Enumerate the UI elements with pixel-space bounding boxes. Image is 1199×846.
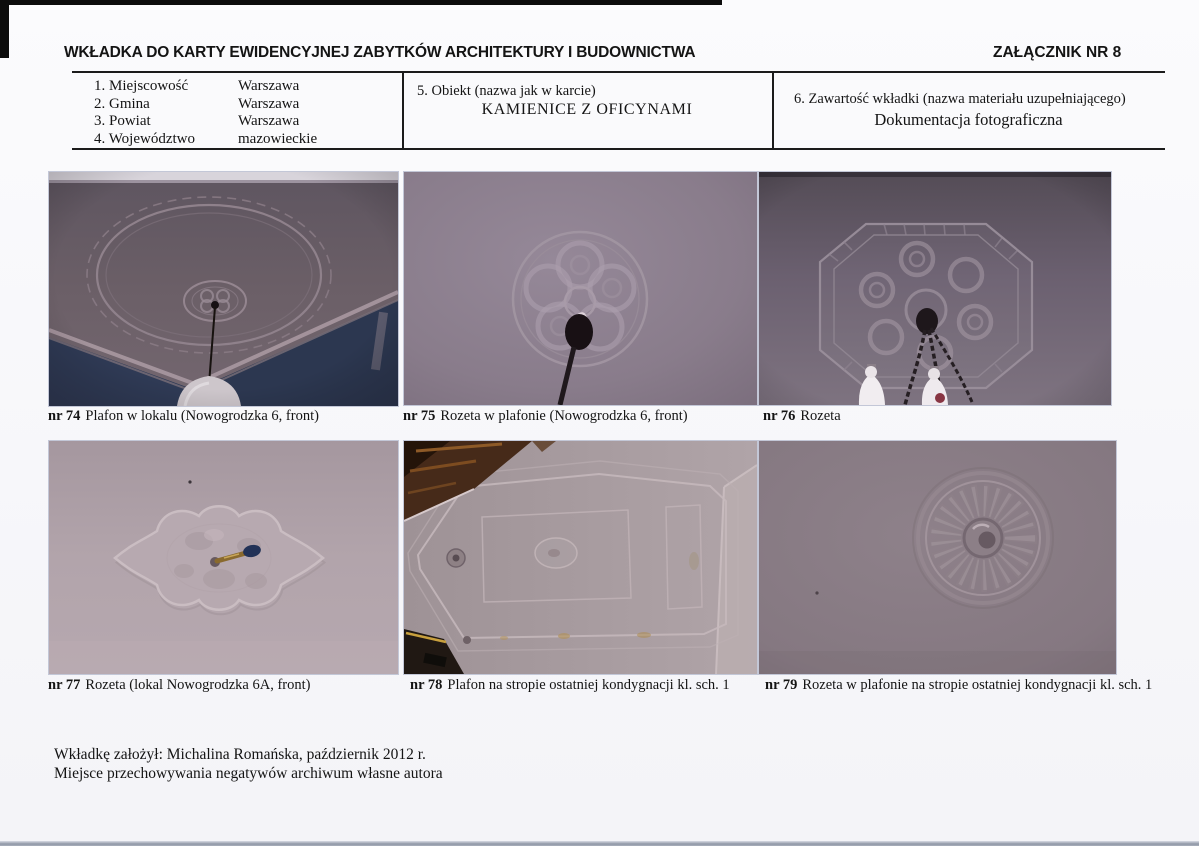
field-label: 1. Miejscowość (94, 78, 189, 94)
photo-caption-text: Rozeta (800, 408, 841, 424)
photo-78-image (404, 441, 757, 674)
photo-77-rozeta-lokal (48, 440, 399, 675)
footer-author-line: Wkładkę założył: Michalina Romańska, październik 2012 r. (54, 746, 426, 763)
content-field-value: Dokumentacja fotograficzna (874, 110, 1063, 129)
photo-78-plafon-na-stropie (403, 440, 758, 675)
photo-number: nr 78 (410, 677, 443, 693)
form-top-rule (72, 71, 1165, 73)
field-label: 2. Gmina (94, 95, 150, 112)
caption-79 (765, 677, 1152, 694)
caption-78 (410, 677, 730, 694)
photo-75-rozeta-w-plafonie (403, 171, 758, 406)
photo-number: nr 74 (48, 408, 81, 424)
object-field-value: KAMIENICE Z OFICYNAMI (481, 101, 693, 118)
photo-77-image (49, 441, 398, 674)
field-label: 3. Powiat (94, 113, 151, 130)
caption-74 (48, 408, 319, 425)
footer-negatives-line: Miejsce przechowywania negatywów archiwum własne autora (54, 765, 443, 782)
photo-74-image (49, 172, 398, 406)
scan-edge-left (0, 0, 9, 58)
content-field-label: 6. Zawartość wkładki (nazwa materiału uzupełniającego) (794, 91, 1126, 107)
photo-caption-text: Rozeta w plafonie na stropie ostatniej kondygnacji kl. sch. 1 (802, 677, 1153, 693)
field-label: 4. Województwo (94, 130, 196, 147)
field-gmina (94, 96, 317, 114)
scan-edge-top (0, 0, 722, 5)
photo-caption-text: Plafon w lokalu (Nowogrodzka 6, front) (85, 408, 319, 424)
caption-76 (763, 408, 841, 425)
photo-79-image (759, 441, 1116, 674)
object-field-label: 5. Obiekt (nazwa jak w karcie) (417, 83, 596, 99)
photo-caption-text: Plafon na stropie ostatniej kondygnacji kl. sch. 1 (447, 677, 730, 693)
field-value: mazowieckie (238, 130, 318, 147)
photo-76-image (759, 172, 1111, 405)
photo-number: nr 75 (403, 408, 436, 424)
photo-number: nr 76 (763, 408, 796, 424)
field-value: Warszawa (238, 113, 300, 130)
photo-caption-text: Rozeta (lokal Nowogrodzka 6A, front) (85, 677, 311, 693)
field-wojewodztwo (94, 131, 317, 149)
location-fields (94, 78, 317, 148)
scan-edge-bottom (0, 841, 1199, 846)
caption-75 (403, 408, 688, 425)
page-title: WKŁADKA DO KARTY EWIDENCYJNEJ ZABYTKÓW ARCHITEKTURY I BUDOWNICTWA (64, 44, 696, 61)
field-miejscowosc (94, 78, 317, 96)
photo-76-rozeta (758, 171, 1112, 406)
field-value: Warszawa (238, 95, 300, 112)
photo-number: nr 77 (48, 677, 81, 693)
photo-number: nr 79 (765, 677, 798, 693)
photo-79-rozeta-w-plafonie (758, 440, 1117, 675)
photo-74-plafon-w-lokalu (48, 171, 399, 407)
photo-75-image (404, 172, 757, 405)
photo-caption-text: Rozeta w plafonie (Nowogrodzka 6, front) (440, 408, 688, 424)
attachment-label: ZAŁĄCZNIK NR 8 (993, 44, 1122, 61)
caption-77 (48, 677, 310, 694)
field-value: Warszawa (238, 78, 300, 94)
field-powiat (94, 113, 317, 131)
footer-notes (54, 745, 443, 783)
